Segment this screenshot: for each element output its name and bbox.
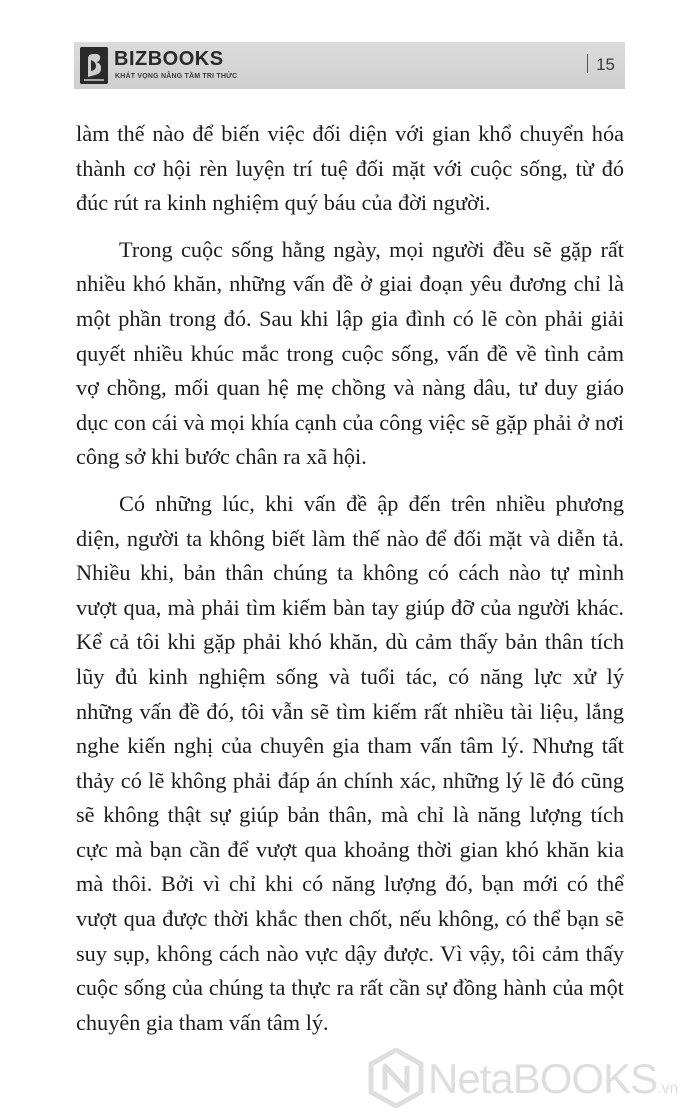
brand-tagline: KHÁT VỌNG NÂNG TẦM TRI THỨC (115, 73, 238, 80)
paragraph-3: Có những lúc, khi vấn đề ập đến trên nhiều phương diện, người ta không biết làm thế nào để đối mặt và diễn tả. Nhiều khi, bản thân chúng ta không có cách nào tự mình vượt qua, mà phải tìm kiếm bàn tay giúp đỡ của người khác. Kể cả tôi khi gặp phải khó khăn, dù cảm thấy bản thân tích lũy đủ kinh nghiệm sống và tuổi tác, có năng lực xử lý những vấn đề đó, tôi vẫn sẽ tìm kiếm rất nhiều tài liệu, lắng nghe kiến nghị của chuyên gia tham vấn tâm lý. Nhưng tất thảy có lẽ không phải đáp án chính xác, những lý lẽ đó cũng sẽ không thật sự giúp bản thân, mà chỉ là năng lượng tích cực mà bạn cần để vượt qua khoảng thời gian khó khăn kia mà thôi. Bởi vì chỉ khi có năng lượng đó, bạn mới có thể vượt qua được thời khắc then chốt, nếu không, có thể bạn sẽ suy sụp, không cách nào vực dậy được. Vì vậy, tôi cảm thấy cuộc sống của chúng ta thực ra rất cần sự đồng hành của một chuyên gia tham vấn tâm lý. (76, 490, 624, 1035)
page-body (76, 117, 624, 1052)
paragraph-2: Trong cuộc sống hằng ngày, mọi người đều sẽ gặp rất nhiều khó khăn, những vấn đề ở giai đoạn yêu đương chỉ là một phần trong đó. Sau khi lập gia đình có lẽ còn phải giải quyết nhiều khúc mắc trong cuộc sống, vấn đề về tình cảm vợ chồng, mối quan hệ mẹ chồng và nàng dâu, tư duy giáo dục con cái và mọi khía cạnh của công việc sẽ gặp phải ở nơi công sở khi bước chân ra xã hội. (76, 236, 624, 470)
page-number (587, 53, 615, 77)
paragraph-1: làm thế nào để biến việc đối diện với gian khổ chuyển hóa thành cơ hội rèn luyện trí tuệ đối mặt với cuộc sống, từ đó đúc rút ra kinh nghiệm quý báu của đời người. (76, 121, 624, 216)
netabooks-watermark (368, 1046, 700, 1116)
watermark-suffix: .vn (657, 1080, 679, 1097)
brand-name: BIZBOOKS (114, 48, 224, 70)
netabooks-logo-icon (368, 1048, 424, 1113)
page-number-value: 15 (596, 55, 615, 74)
watermark-brand: NetaBOOKS (428, 1055, 658, 1102)
page-number-divider (587, 54, 588, 73)
watermark-text (428, 1054, 678, 1114)
bizbooks-logo-icon (80, 47, 108, 84)
page-header (74, 42, 625, 89)
